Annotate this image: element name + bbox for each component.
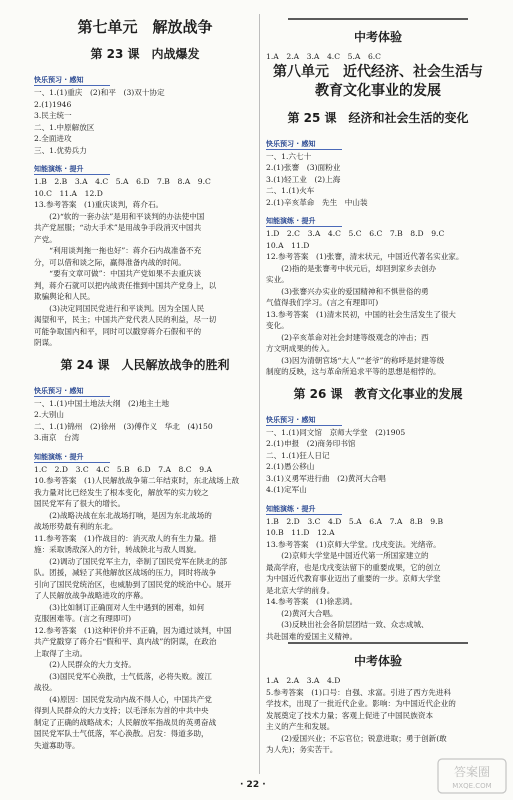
answer-line: 1.A 2.A 3.A 4.C 5.A 6.C xyxy=(266,52,381,61)
answer-line: 1.C 2.D 3.C 4.C 5.B 6.D 7.A 8.C 9.A xyxy=(34,464,212,474)
exam-experience-title: 中考体验 xyxy=(353,654,402,668)
answer-line: 共产党屈服；“动大手术”是用战争手段消灭中国共 xyxy=(34,223,202,232)
answer-line: 3.(1)义勇军进行曲 (2)黄河大合唱 xyxy=(266,473,386,483)
answer-line: 为人先)；务实苦干。 xyxy=(266,745,338,754)
answer-line: 引向了国民党统治区，也威胁到了国民党的统治中心。展开 xyxy=(34,579,232,589)
answer-line: 二、1.(1)锦州 (2)徐州 (3)傅作义 华北 (4)150 xyxy=(34,421,213,431)
answer-line: 3.南京 台湾 xyxy=(34,433,80,442)
unit-seven-title: 第七单元 解放战争 xyxy=(77,18,213,36)
answer-line: 2.(1)愚公移山 xyxy=(266,462,315,471)
answer-line: 一、1.(1)重庆 (2)和平 (3)双十协定 xyxy=(34,88,165,97)
answer-line: 10.B 11.D 12.A xyxy=(266,528,335,537)
svg-text:答案圈: 答案圈 xyxy=(453,765,491,779)
section-preview-label: 快乐预习 · 感知 xyxy=(34,386,110,397)
answer-line: 发展奠定了技术力量；客观上促进了中国民族资本 xyxy=(266,710,434,720)
answer-line: 最高学府，也是戊戌变法留下的重要成果，它的创立 xyxy=(266,562,441,572)
answer-line: (4)原因：国民党发动内战不得人心，中国共产党 xyxy=(34,694,212,704)
section-preview-label: 快乐预习 · 感知 xyxy=(34,75,110,86)
answer-line: 10.参考答案 (1)人民解放战争第二年结束时，东北战场上敌 xyxy=(34,476,240,485)
lesson-26-title: 第 26 课 教育文化事业的发展 xyxy=(293,386,463,401)
answer-line: 方文明成果的传入。 xyxy=(266,344,335,353)
answer-line: 4.(1)定军山 xyxy=(266,485,307,494)
answer-line: 战役。 xyxy=(34,683,57,692)
answer-line: 气值得我们学习。(言之有理即可) xyxy=(266,298,379,307)
answer-line: 国民党军有了很大的增长。 xyxy=(34,499,126,508)
exam-bar xyxy=(288,18,468,20)
lesson-23-answers xyxy=(34,176,256,349)
answer-line: (3)张謇兴办实业的爱国精神和不惧世俗的勇 xyxy=(266,286,429,296)
answer-line: 判，蒋介石就可以把内战责任推到中国共产党身上，以 xyxy=(34,280,217,290)
answer-line: 一、1.(1)中国土地法大纲 (2)地主土地 xyxy=(34,398,170,408)
answer-line: (3)反映出社会各阶层团结一致、众志成城、 xyxy=(266,620,429,629)
svg-text:MXQE.COM: MXQE.COM xyxy=(452,782,492,790)
unit-eight-title-line1: 第八单元 近代经济、社会生活与 xyxy=(273,63,483,80)
answer-line: 14.参考答案 (1)徐悲鸿。 xyxy=(266,597,358,606)
answer-line: 11.参考答案 (1)作战目的：消灭敌人的有生力量。措 xyxy=(34,533,217,543)
answer-line: 实业。 xyxy=(266,275,289,284)
answer-line: 1.B 2.D 3.C 4.D 5.A 6.A 7.A 8.B 9.B xyxy=(266,516,444,526)
answer-line: 3.(1)轻工业 (2)上海 xyxy=(266,174,341,184)
lesson-25-preview xyxy=(266,151,490,209)
answer-line: (3)决定同国民党进行和平谈判。因为全国人民 xyxy=(34,303,205,313)
exam-2-answers xyxy=(266,675,490,756)
answer-line: 2.大别山 xyxy=(34,410,65,419)
answer-line: (2)京师大学堂是中国近代第一所国家建立的 xyxy=(266,551,429,560)
lesson-26-preview xyxy=(266,427,490,496)
answer-line: 主义的产生和发展。 xyxy=(266,722,335,731)
lesson-24-title: 第 24 课 人民解放战争的胜利 xyxy=(60,357,230,372)
answer-line: 是北京大学的前身。 xyxy=(266,585,335,595)
answer-line: 欺骗舆论和人民。 xyxy=(34,292,95,301)
answer-line: 2.(1)1946 xyxy=(34,99,72,109)
answer-line: 共赴国难的爱国主义精神。 xyxy=(266,631,358,641)
exam-experience-title: 中考体验 xyxy=(353,30,402,44)
answer-line: 2.(1)辛亥革命 先生 中山装 xyxy=(266,197,368,207)
answer-line: 我力量对比已经发生了根本变化，解放军的实力较之 xyxy=(34,487,209,497)
answer-line: 2.(1)申报 (2)商务印书馆 xyxy=(266,439,356,448)
answer-line: (2)爱国兴业；不忘官位；锐意进取；勇于创新(敢 xyxy=(266,733,447,743)
answer-line: (3)比如制订正确面对人生中遇到的困难，如何 xyxy=(34,602,205,612)
answer-line: (2)战略决战在东北战场打响，是因为东北战场的 xyxy=(34,510,212,520)
answer-line: 一、1.(1)同文馆 京师大学堂 (2)1905 xyxy=(266,427,406,437)
lesson-25-title: 第 25 课 经济和社会生活的变化 xyxy=(287,110,469,125)
answer-line: “利用谈判拖一拖也好”：蒋介石内战准备不充 xyxy=(34,246,202,255)
lesson-25-answers xyxy=(266,228,490,378)
lesson-23-preview xyxy=(34,87,256,156)
answer-line: 13.参考答案 (1)京师大学堂。戊戌变法。光绪帝。 xyxy=(266,539,441,549)
answer-line: 三、1.优势兵力 xyxy=(34,145,87,155)
answer-line: 变化。 xyxy=(266,321,289,330)
answer-line: 10.A 11.D xyxy=(266,240,310,250)
answer-line: 二、1.(1)狂人日记 xyxy=(266,450,330,460)
section-practice-label: 知能演练 · 提升 xyxy=(34,452,110,463)
answer-line: 可能争取国内和平，同时可以戳穿蒋介石假和平的 xyxy=(34,326,202,336)
answer-line: 产党。 xyxy=(34,234,57,244)
answer-line: 为中国近代教育事业迈出了重要的一步。京师大学堂 xyxy=(266,574,441,583)
section-practice-label: 知能演练 · 提升 xyxy=(266,504,342,515)
answer-line: 失道寡助等。 xyxy=(34,740,80,750)
answer-line: “要有文章可做”：中国共产党如果不去重庆谈 xyxy=(34,269,202,278)
answer-line: (2)辛亥革命对社会封建等级观念的冲击；西 xyxy=(266,332,429,342)
answer-line: (2)指的是张謇考中状元后，却回到家乡去创办 xyxy=(266,263,437,273)
section-practice-label: 知能演练 · 提升 xyxy=(34,164,110,175)
answer-line: 施：采取诱敌深入的方针，转战陕北与敌人周旋。 xyxy=(34,545,202,554)
answer-line: 了人民解放战争战略进攻的序幕。 xyxy=(34,591,148,600)
exam-bar xyxy=(288,642,468,644)
lesson-24-answers xyxy=(34,464,256,752)
unit-eight-title xyxy=(266,63,490,101)
answer-line: 二、1.中原解放区 xyxy=(34,122,95,132)
answer-line: 5.参考答案 (1)口号：自强、求富。引进了西方先进科 xyxy=(266,687,452,697)
answer-line: 国民党军队士气低落，军心涣散。启发：得道多助， xyxy=(34,729,209,738)
answer-line: (2)调动了国民党军主力，牵制了国民党军在陕北的部 xyxy=(34,556,228,566)
answer-line: 1.D 2.C 3.A 4.C 5.C 6.C 7.B 8.D 9.C xyxy=(266,229,445,238)
answer-line: 2.(1)张謇 (3)面粉业 xyxy=(266,163,341,172)
lesson-23-title: 第 23 课 内战爆发 xyxy=(90,47,200,61)
answer-line: 制定了正确的战略战术；人民解放军指战员的英勇奋战 xyxy=(34,717,217,727)
answer-line: 学技术，出现了一批近代企业。影响：为中国近代企业的 xyxy=(266,699,456,708)
answer-line: 上取得了主动。 xyxy=(34,648,88,658)
section-preview-label: 快乐预习 · 感知 xyxy=(266,139,342,150)
answer-line: 二、1.(1)火车 xyxy=(266,186,315,195)
answer-line: 10.C 11.A 12.D xyxy=(34,188,103,198)
answer-line: 12.参考答案 (1)张謇，清末状元，中国近代著名实业家。 xyxy=(266,252,464,261)
answer-line: (2)人民群众的大力支持。 xyxy=(34,660,136,669)
answer-line: (3)国民党军心涣散，士气低落，必将失败。渡江 xyxy=(34,671,212,681)
page-number: · 22 · xyxy=(240,780,266,790)
answer-line: 战场形势最有利的东北。 xyxy=(34,522,118,531)
answer-line: (2)“软的一套办法”是用和平谈判的办法使中国 xyxy=(34,211,205,221)
answer-line: 共产党戳穿了蒋介石“假和平、真内战”的阴谋，在政治 xyxy=(34,637,217,646)
unit-eight-title-line2: 教育文化事业的发展 xyxy=(315,82,441,99)
answer-line: 2.全面进攻 xyxy=(34,134,72,143)
answer-line: 渴望和平，民主；中国共产党代表人民的利益，尽一切 xyxy=(34,315,217,324)
answer-line: 一、1.六七十 xyxy=(266,151,312,161)
answer-line: 1.B 2.B 3.A 4.C 5.A 6.D 7.B 8.A 9.C xyxy=(34,177,211,186)
answer-line: 得到人民群众的大力支持；以毛泽东为首的中共中央 xyxy=(34,706,209,715)
watermark-logo-icon xyxy=(437,758,507,794)
left-column xyxy=(34,18,256,751)
answer-line: 克服困难等。(言之有理即可) xyxy=(34,614,132,623)
right-column xyxy=(266,18,490,756)
column-divider xyxy=(259,14,260,774)
exam-1-answers xyxy=(266,51,490,63)
answer-line: (2)黄河大合唱。 xyxy=(266,608,338,618)
answer-line: 3.民主统一 xyxy=(34,111,72,120)
answer-line: 12.参考答案 (1)这种评价并不正确，因为通过谈判，中国 xyxy=(34,625,232,635)
answer-line: 阴谋。 xyxy=(34,338,57,347)
answer-line: 1.A 2.A 3.A 4.D xyxy=(266,676,341,685)
answer-line: (3)因为清朝官场“大人”“老爷”的称呼是封建等级 xyxy=(266,355,445,365)
section-practice-label: 知能演练 · 提升 xyxy=(266,216,342,227)
answer-line: 制度的反映，这与革命所追求平等的思想是相悖的。 xyxy=(266,367,441,376)
answer-line: 队。团援，减轻了其他解放区战场的压力，同时将战争 xyxy=(34,568,217,577)
lesson-26-answers xyxy=(266,516,490,643)
lesson-24-preview xyxy=(34,398,256,444)
section-preview-label: 快乐预习 · 感知 xyxy=(266,415,342,426)
answer-line: 13.参考答案 (1)清末民初，中国的社会生活发生了很大 xyxy=(266,309,456,319)
answer-line: 13.参考答案 (1)重庆谈判，蒋介石。 xyxy=(34,200,164,209)
answer-line: 分，可以借和谈之际，赢得准备内战的时间。 xyxy=(34,257,186,267)
